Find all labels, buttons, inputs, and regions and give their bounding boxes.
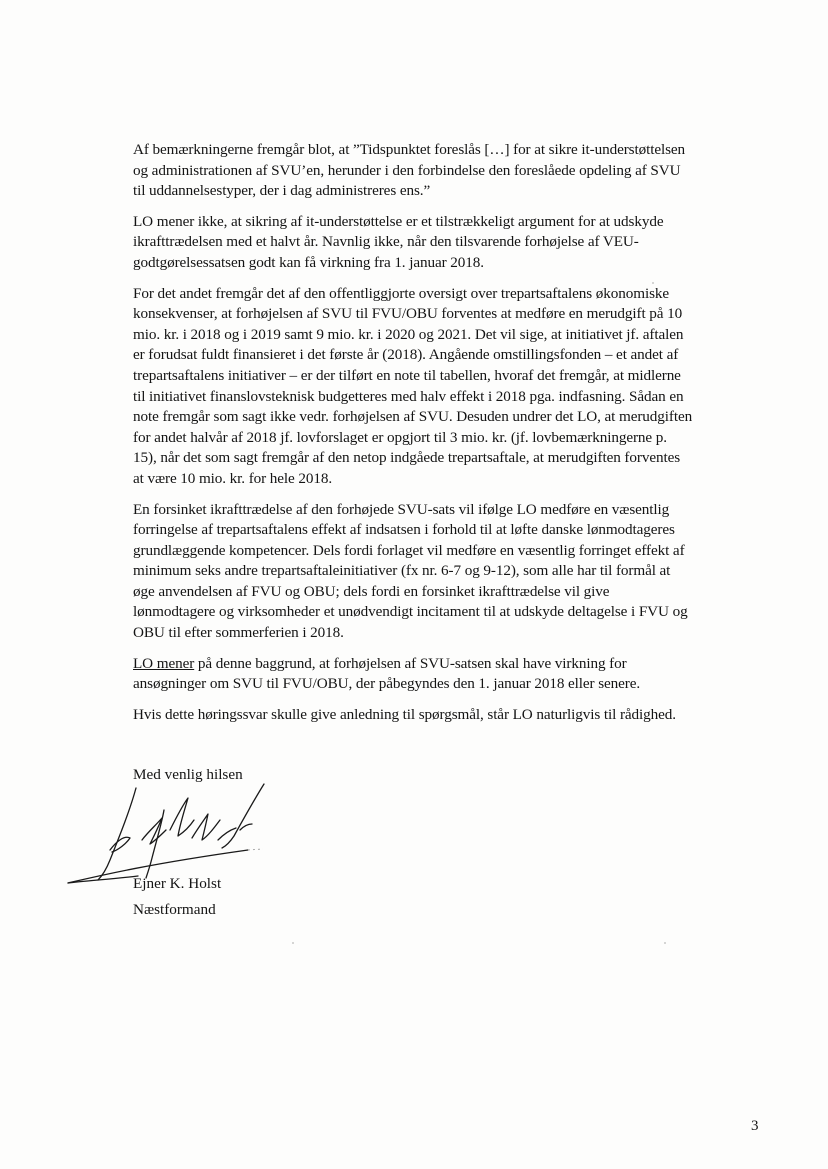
paragraph-5-text: på denne baggrund, at forhøjelsen af SVU-satsen skal have virkning for ansøgninger om SVU til FVU/OBU, der påbegyndes den 1. januar 2018 eller senere. — [133, 654, 641, 693]
letter-body — [133, 140, 693, 735]
paragraph-6: Hvis dette høringssvar skulle give anledning til spørgsmål, står LO naturligvis til rådighed. — [133, 705, 676, 723]
paragraph-4: En forsinket ikrafttrædelse af den forhøjede SVU-sats vil ifølge LO medføre en væsentlig forringelse af trepartsaftalens effekt af indsatsen i forhold til at løfte danske lønmodtageres grundlæggende kompetencer. Dels fordi forlaget vil medføre en væsentlig forringet effekt af minimum seks andre trepartsaftaleinitiativer (fx nr. 6-7 og 9-12), som alle har til formål at øge anvendelsen af FVU og OBU; dels fordi en forsinket ikrafttrædelse vil give lønmodtagere og virksomheder et unødvendigt incitament til at udskyde deltagelse i FVU og OBU til efter sommerferien i 2018. — [133, 500, 688, 642]
paragraph-5 — [133, 654, 693, 695]
scan-speck — [652, 282, 654, 284]
closing-greeting: Med venlig hilsen — [133, 766, 243, 783]
paragraph-3: For det andet fremgår det af den offentliggjorte oversigt over trepartsaftalens økonomiske konsekvenser, at forhøjelsen af SVU til FVU/OBU forventes at medføre en merudgift på 10 mio. kr. i 2018 og i 2019 samt 9 mio. kr. i 2020 og 2021. Det vil sige, at initiativet jf. aftalen er forudsat fuldt finansieret i det første år (2018). Angående omstillingsfonden – et andet af trepartsaftalens initiativer – er der tilført en note til tabellen, hvoraf det fremgår, at midlerne til initiativet finanslovsteknisk budgetteres med halv effekt i 2018 pga. indfasning. Sådan en note fremgår som sagt ikke vedr. forhøjelsen af SVU. Desuden undrer det LO, at merudgiften for andet halvår af 2018 jf. lovforslaget er opgjort til 3 mio. kr. (jf. lovbemærkningerne p. 15), når det som sagt fremgår af den netop indgåede trepartsaftale, at merudgiften forventes at være 10 mio. kr. for hele 2018. — [133, 284, 693, 487]
scan-speck — [664, 942, 666, 944]
scan-speck — [292, 942, 294, 944]
paragraph-2: LO mener ikke, at sikring af it-understøttelse er et tilstrækkeligt argument for at udskyde ikrafttrædelsen med et halvt år. Navnlig ikke, når den tilsvarende forhøjelse af VEU-godtgørelsessatsen godt kan få virkning fra 1. januar 2018. — [133, 212, 664, 271]
signer-title: Næstformand — [133, 901, 216, 918]
page-number: 3 — [751, 1118, 759, 1134]
underlined-lo-mener: LO mener — [133, 654, 195, 672]
handwritten-signature — [58, 780, 278, 890]
signer-name: Ejner K. Holst — [133, 875, 222, 892]
paragraph-1: Af bemærkningerne fremgår blot, at ”Tidspunktet foreslås […] for at sikre it-understøttelsen og administrationen af SVU’en, herunder i den forbindelse den foreslåede opdeling af SVU til uddannelsestyper, der i dag administreres ens.” — [133, 141, 686, 200]
